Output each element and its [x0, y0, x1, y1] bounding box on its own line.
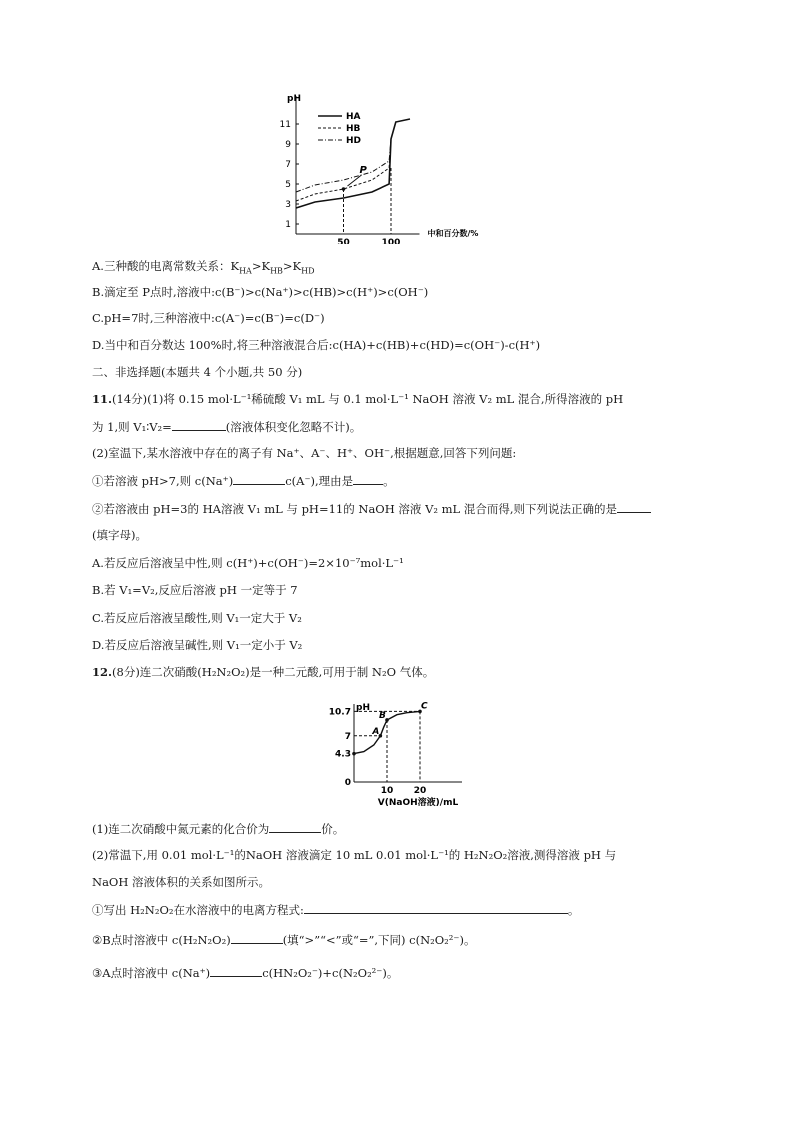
series-HD	[296, 139, 391, 192]
point-label-b: B	[379, 710, 386, 721]
q11-line-4: ①若溶液 pH>7,则 c(Na⁺) c(A⁻),理由是 。	[92, 474, 395, 488]
answer-blank[interactable]	[304, 901, 568, 914]
legend-label: HD	[346, 136, 362, 146]
q12-part-2a: (2)常温下,用 0.01 mol·L⁻¹的NaOH 溶液滴定 10 mL 0.01 mol·L⁻¹的 H₂N₂O₂溶液,测得溶液 pH 与	[92, 848, 617, 862]
answer-blank[interactable]	[269, 820, 321, 833]
answer-blank[interactable]	[172, 418, 226, 431]
legend-label: HA	[346, 112, 361, 122]
answer-blank[interactable]	[210, 964, 262, 977]
q11-option-d: D.若反应后溶液呈碱性,则 V₁一定小于 V₂	[92, 638, 303, 652]
point-label: P	[359, 165, 367, 176]
y-tick-label: 7	[285, 160, 291, 170]
y-tick-label: 5	[285, 180, 291, 190]
q11-line-6: (填字母)。	[92, 528, 147, 542]
q11-line-2: 为 1,则 V₁∶V₂= (溶液体积变化忽略不计)。	[92, 420, 362, 434]
x-tick-label: 50	[337, 238, 350, 244]
y-tick-label: 0	[344, 778, 351, 788]
titration-chart-1	[280, 88, 520, 244]
x-tick-label: 20	[413, 786, 427, 796]
y-tick-label: 11	[280, 120, 291, 130]
q11-option-b: B.若 V₁=V₂,反应后溶液 pH 一定等于 7	[92, 583, 298, 597]
y-tick-label: 9	[285, 140, 291, 150]
titration-chart-2	[326, 700, 476, 812]
section-heading: 二、非选择题(本题共 4 个小题,共 50 分)	[92, 365, 303, 379]
x-axis-label: 中和百分数/%	[427, 229, 479, 238]
x-tick-label: 100	[381, 238, 401, 244]
q12-part-2b: NaOH 溶液体积的关系如图所示。	[92, 875, 271, 889]
q11-option-c: C.若反应后溶液呈酸性,则 V₁一定大于 V₂	[92, 611, 302, 625]
q11-line-3: (2)室温下,某水溶液中存在的离子有 Na⁺、A⁻、H⁺、OH⁻,根据题意,回答下列问题:	[92, 446, 517, 460]
q11-option-a: A.若反应后溶液呈中性,则 c(H⁺)+c(OH⁻)=2×10⁻⁷mol·L⁻¹	[92, 556, 404, 570]
q11-number: 11.	[92, 392, 113, 406]
y-axis-label: pH	[287, 94, 301, 104]
x-tick-label: 10	[380, 786, 394, 796]
y-tick-label: 4.3	[335, 749, 351, 760]
y-axis-label: pH	[356, 703, 370, 713]
y-tick-label: 7	[344, 731, 351, 742]
legend-label: HB	[346, 124, 361, 134]
q12-number: 12.	[92, 665, 113, 679]
q12-part-2-1: ①写出 H₂N₂O₂在水溶液中的电离方程式: 。	[92, 903, 580, 917]
q11-line-5: ②若溶液由 pH=3的 HA溶液 V₁ mL 与 pH=11的 NaOH 溶液 V₂ mL 混合而得,则下列说法正确的是	[92, 500, 651, 517]
y-tick-label: 10.7	[328, 707, 351, 718]
choice-d: D.当中和百分数达 100%时,将三种溶液混合后:c(HA)+c(HB)+c(HD)=c(OH⁻)-c(H⁺)	[92, 338, 541, 352]
curve-point	[352, 752, 356, 756]
q11-line-1: 11.(14分)(1)将 0.15 mol·L⁻¹稀硫酸 V₁ mL 与 0.1 mol·L⁻¹ NaOH 溶液 V₂ mL 混合,所得溶液的 pH	[92, 392, 624, 406]
choice-a: A.三种酸的电离常数关系：$K_{HA}>K_{HB}>K_{HD}$	[92, 259, 315, 276]
y-tick-label: 3	[285, 200, 291, 210]
choice-b: B.滴定至 P点时,溶液中:c(B⁻)>c(Na⁺)>c(HB)>c(H⁺)>c(OH⁻)	[92, 285, 429, 299]
q12-line-1: 12.(8分)连二次硝酸(H₂N₂O₂)是一种二元酸,可用于制 N₂O 气体。	[92, 665, 435, 679]
choice-c: C.pH=7时,三种溶液中:c(A⁻)=c(B⁻)=c(D⁻)	[92, 311, 325, 325]
point-p	[342, 187, 346, 191]
point-label-c: C	[421, 701, 428, 712]
point-label-a: A	[372, 726, 380, 737]
y-tick-label: 1	[285, 220, 291, 230]
answer-blank[interactable]	[233, 472, 285, 485]
x-axis-label: V(NaOH溶液)/mL	[377, 798, 459, 808]
q12-part-2-2: ②B点时溶液中 c(H₂N₂O₂) (填“>”“<”或“=”,下同) c(N₂O₂²⁻)。	[92, 933, 476, 947]
answer-blank[interactable]	[353, 472, 383, 485]
answer-blank[interactable]	[231, 931, 283, 944]
q12-part-2-3: ③A点时溶液中 c(Na⁺) c(HN₂O₂⁻)+c(N₂O₂²⁻)。	[92, 966, 399, 980]
answer-blank[interactable]	[617, 500, 651, 513]
q12-part-1: (1)连二次硝酸中氮元素的化合价为 价。	[92, 822, 345, 836]
